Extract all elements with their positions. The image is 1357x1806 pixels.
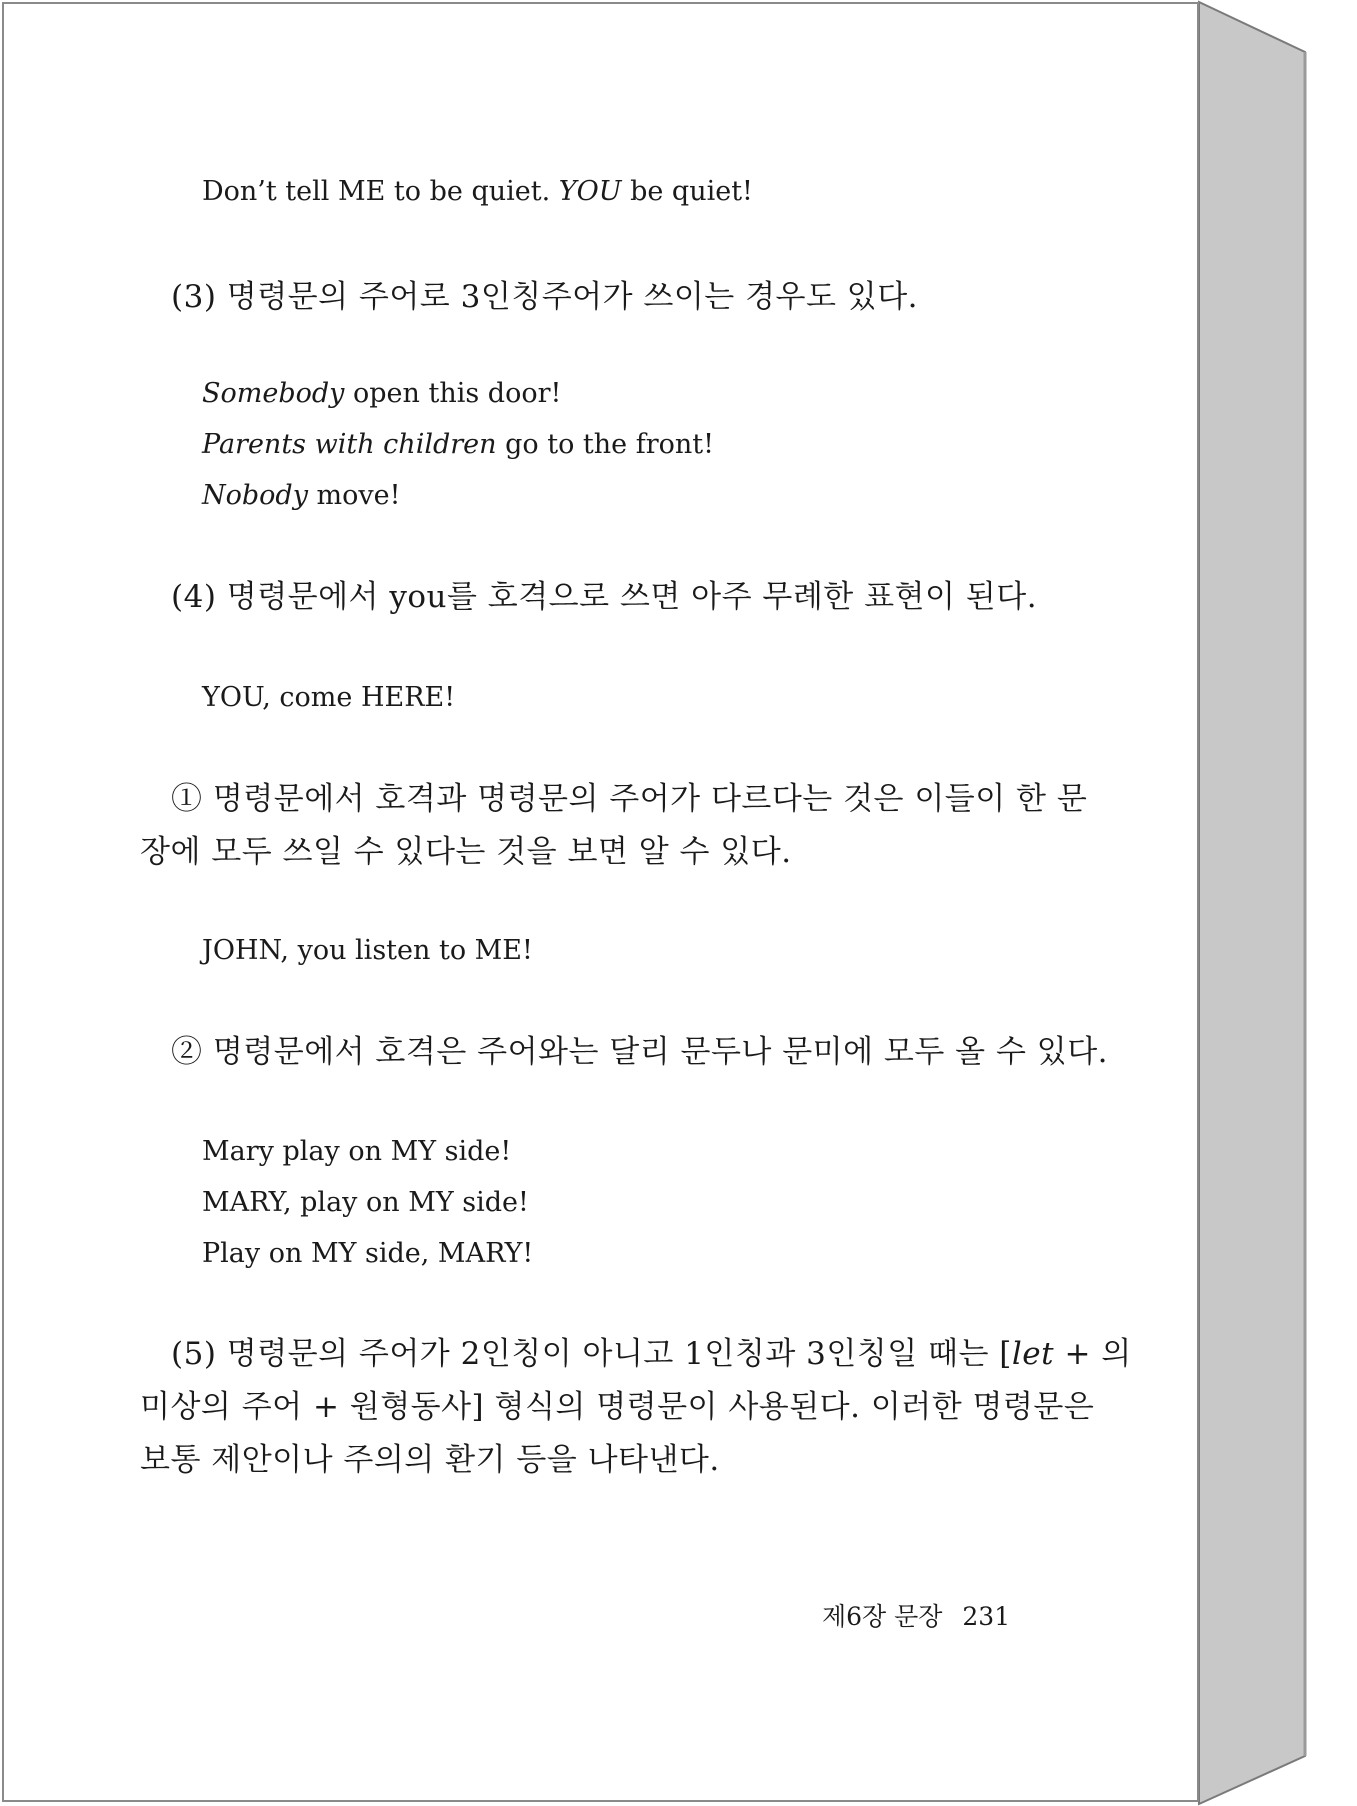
paragraph-line: ① 명령문에서 호격과 명령문의 주어가 다르다는 것은 이들이 한 문 bbox=[171, 781, 1088, 817]
paragraph-line: 장에 모두 쓰일 수 있다는 것을 보면 알 수 있다. bbox=[140, 834, 792, 870]
page-number: 231 bbox=[962, 1602, 1011, 1631]
example-line: Play on MY side, MARY! bbox=[202, 1238, 534, 1269]
paragraph-line: ② 명령문에서 호격은 주어와는 달리 문두나 문미에 모두 올 수 있다. bbox=[171, 1034, 1108, 1070]
chapter-label: 제6장 문장 bbox=[822, 1602, 943, 1631]
example-line: YOU, come HERE! bbox=[202, 682, 456, 713]
section-heading-3: (3) 명령문의 주어로 3인칭주어가 쓰이는 경우도 있다. bbox=[171, 279, 919, 315]
example-line: Somebody open this door! bbox=[202, 378, 562, 409]
book-page bbox=[2, 2, 1199, 1802]
page-footer bbox=[822, 1597, 1010, 1633]
paragraph-line: 보통 제안이나 주의의 환기 등을 나타낸다. bbox=[140, 1442, 720, 1478]
paragraph-line: 미상의 주어 + 원형동사] 형식의 명령문이 사용된다. 이러한 명령문은 bbox=[140, 1389, 1095, 1425]
example-line: Nobody move! bbox=[202, 480, 401, 511]
example-line: MARY, play on MY side! bbox=[202, 1187, 529, 1218]
example-line: Don’t tell ME to be quiet. YOU be quiet! bbox=[202, 176, 753, 207]
example-line: Mary play on MY side! bbox=[202, 1136, 512, 1167]
example-line: Parents with children go to the front! bbox=[202, 429, 714, 460]
section-heading-4: (4) 명령문에서 you를 호격으로 쓰면 아주 무례한 표현이 된다. bbox=[171, 579, 1038, 615]
example-line: JOHN, you listen to ME! bbox=[202, 935, 533, 966]
section-heading-5: (5) 명령문의 주어가 2인칭이 아니고 1인칭과 3인칭일 때는 [let + 의 bbox=[171, 1336, 1132, 1372]
